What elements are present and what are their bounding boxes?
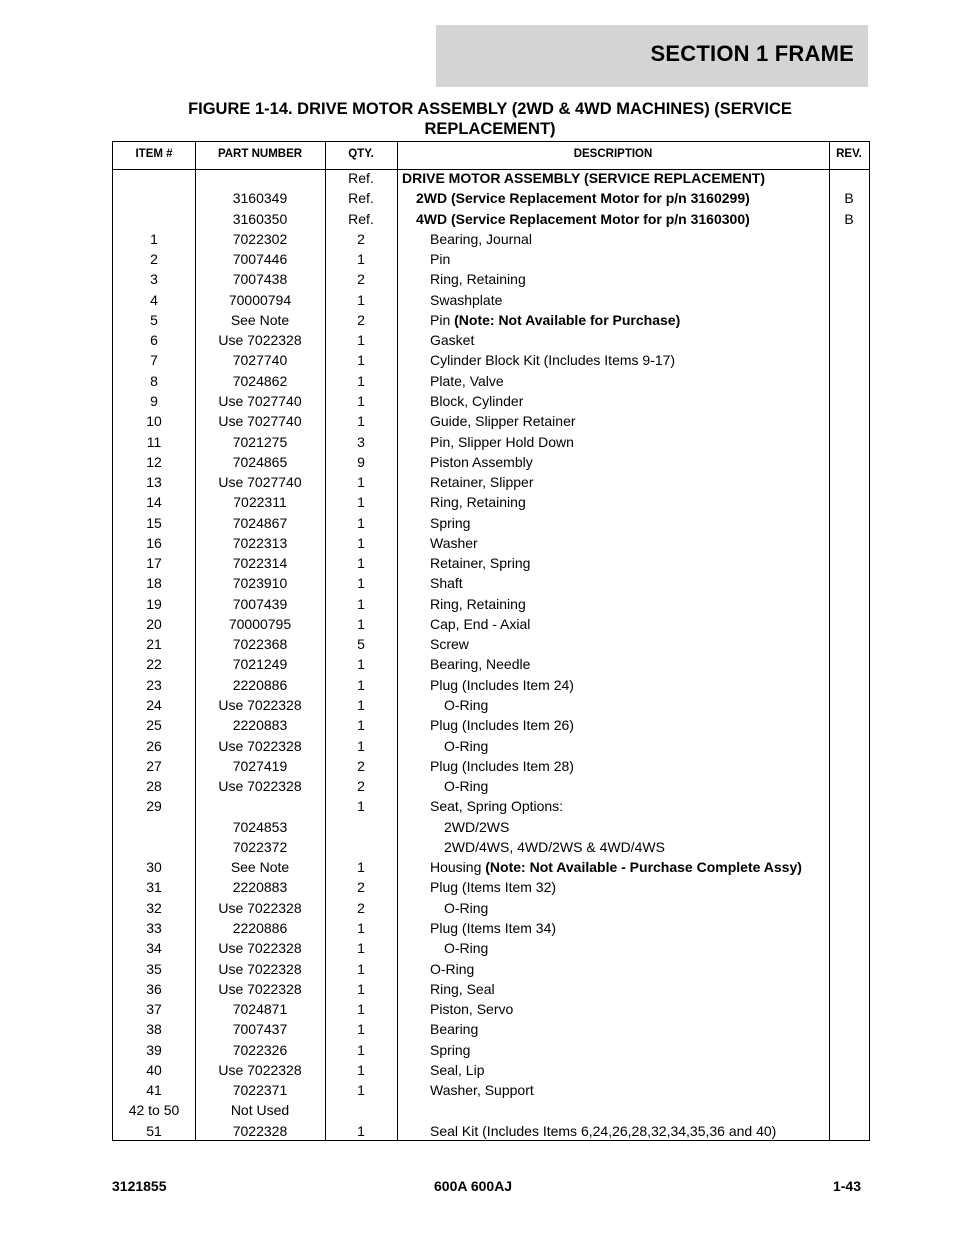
description-text: Retainer, Slipper [430,474,534,491]
item-number: 21 [146,636,162,653]
table-row [113,1019,869,1039]
part-number: Use 7022328 [218,960,302,977]
part-number: Use 7022328 [218,980,302,997]
description [402,695,874,715]
quantity: 1 [357,1061,365,1078]
table-row [113,837,869,857]
description-text: Pin [430,251,451,268]
description-text: Cylinder Block Kit (Includes Items 9-17) [430,352,676,369]
description [402,513,860,533]
quantity: 9 [357,453,365,470]
header-qty: QTY. [348,148,374,160]
description [402,371,860,391]
part-number: 7021249 [232,656,288,673]
quantity: 1 [357,392,365,409]
description [402,979,860,999]
item-number: 5 [150,311,158,328]
description-text: Ring, Retaining [430,494,526,511]
quantity: 1 [357,697,365,714]
item-number: 37 [146,1001,162,1018]
item-number: 28 [146,778,162,795]
part-number: 70000795 [228,615,292,632]
quantity: 1 [357,332,365,349]
quantity: 1 [357,940,365,957]
description-text: O-Ring [444,737,489,754]
part-number: 3160350 [232,210,288,227]
part-number: 7024862 [232,372,288,389]
footer-model: 600A 600AJ [434,1178,513,1194]
description [402,736,874,756]
table-row [113,938,869,958]
part-number: 7022371 [232,1082,288,1099]
description-text: Seal Kit (Includes Items 6,24,26,28,32,34,35,36 and 40) [430,1122,777,1139]
part-number: Use 7022328 [218,778,302,795]
part-number: 3160349 [232,190,288,207]
description-text: Bearing [430,1021,479,1038]
description [402,290,860,310]
item-number: 18 [146,575,162,592]
description-text: 2WD/2WS [444,818,510,835]
item-number: 2 [150,251,158,268]
part-number: 7021275 [232,433,288,450]
table-row [113,1040,869,1060]
item-number: 12 [146,453,162,470]
figure-title-line-2: REPLACEMENT) [424,120,556,138]
description [402,168,832,188]
quantity: 1 [357,413,365,430]
table-row [113,877,869,897]
description [402,817,874,837]
table-row [113,188,869,208]
quantity: 1 [357,575,365,592]
item-number: 26 [146,737,162,754]
footer-page-number: 1-43 [832,1178,861,1194]
part-number: 7024853 [232,818,288,835]
table-row [113,776,869,796]
description [402,1019,860,1039]
description-text: 2WD (Service Replacement Motor for p/n 3160299) [416,190,750,207]
table-row [113,1121,869,1141]
quantity: 1 [357,1041,365,1058]
part-number: 7022302 [232,230,288,247]
description [402,350,860,370]
quantity: 1 [357,859,365,876]
part-number: 7022372 [232,838,288,855]
item-number: 41 [146,1082,162,1099]
part-number: Not Used [230,1102,290,1119]
table-row [113,310,869,330]
description-text: Washer [430,534,478,551]
table-row [113,513,869,533]
description [402,452,860,472]
description [402,432,860,452]
item-number: 23 [146,676,162,693]
quantity: 1 [357,737,365,754]
table-row [113,898,869,918]
table-row [113,594,869,614]
table-row [113,796,869,816]
description [402,209,846,229]
description-text: Piston Assembly [430,453,533,470]
description-text: Bearing, Journal [430,230,532,247]
part-number: 70000794 [228,291,292,308]
description [402,877,860,897]
description-text: O-Ring [444,778,489,795]
item-number: 7 [150,352,158,369]
quantity: 2 [357,778,365,795]
header-description: DESCRIPTION [573,148,653,160]
table-row [113,269,869,289]
description [402,411,860,431]
description [402,756,860,776]
part-number: 7022313 [232,534,288,551]
description [402,310,860,330]
item-number: 10 [146,413,162,430]
description-text: Plug (Includes Item 28) [430,757,574,774]
quantity: 1 [357,798,365,815]
description [402,391,860,411]
part-number: Use 7022328 [218,899,302,916]
description-text: Guide, Slipper Retainer [430,413,576,430]
description-text: 4WD (Service Replacement Motor for p/n 3160300) [416,210,750,227]
section-header [436,25,868,87]
table-row [113,432,869,452]
table-row [113,736,869,756]
description [402,918,860,938]
quantity: 1 [357,919,365,936]
quantity: 1 [357,494,365,511]
part-number: 7022326 [232,1041,288,1058]
header-part-number: PART NUMBER [217,148,303,160]
quantity: 1 [357,1082,365,1099]
table-row [113,371,869,391]
item-number: 19 [146,595,162,612]
part-number: 2220886 [232,919,288,936]
description-text: Block, Cylinder [430,392,524,409]
item-number: 40 [146,1061,162,1078]
part-number: Use 7027740 [218,392,302,409]
item-number: 38 [146,1021,162,1038]
description-text: Spring [430,514,471,531]
description [402,654,860,674]
quantity: 1 [357,251,365,268]
part-number: Use 7027740 [218,413,302,430]
description-note: (Note: Not Available for Purchase) [454,311,681,328]
table-row [113,979,869,999]
description-text: O-Ring [444,899,489,916]
description-text: Retainer, Spring [430,555,531,572]
table-row [113,1100,869,1120]
description-text: Spring [430,1041,471,1058]
description-text: DRIVE MOTOR ASSEMBLY (SERVICE REPLACEMENT) [402,170,766,186]
table-row [113,1060,869,1080]
item-number: 4 [150,291,158,308]
item-number: 27 [146,757,162,774]
description [402,675,860,695]
table-row [113,330,869,350]
item-number: 32 [146,899,162,916]
description [402,229,860,249]
item-number: 6 [150,332,158,349]
description-text: Ring, Retaining [430,271,526,288]
description-text: Washer, Support [430,1082,534,1099]
description-text: Seat, Spring Options: [430,798,564,815]
table-row [113,168,869,188]
description-text: Ring, Retaining [430,595,526,612]
table-row [113,857,869,877]
quantity: 1 [357,1122,365,1139]
quantity: 5 [357,636,365,653]
part-number: 7007437 [232,1021,288,1038]
part-number: 7007446 [232,251,288,268]
item-number: 24 [146,697,162,714]
table-row [113,492,869,512]
quantity: 1 [357,676,365,693]
description-text: Piston, Servo [430,1001,514,1018]
table-row [113,209,869,229]
table-row [113,918,869,938]
description [402,999,860,1019]
description [402,837,874,857]
quantity: 1 [357,372,365,389]
item-number: 16 [146,534,162,551]
table-row [113,959,869,979]
description-text: Shaft [430,575,463,592]
description [402,553,860,573]
description [402,269,860,289]
item-number: 35 [146,960,162,977]
quantity: 2 [357,311,365,328]
part-number: 7027419 [232,757,288,774]
description-text: Housing [430,859,486,876]
description [402,533,860,553]
item-number: 51 [146,1122,162,1139]
item-number: 9 [150,392,158,409]
footer-doc-number: 3121855 [112,1178,167,1194]
item-number: 15 [146,514,162,531]
description [402,776,874,796]
description-text: Seal, Lip [430,1061,485,1078]
description [402,634,860,654]
item-number: 20 [146,615,162,632]
part-number: 7022314 [232,555,288,572]
quantity: 1 [357,656,365,673]
part-number: Use 7027740 [218,474,302,491]
quantity: 2 [357,899,365,916]
description-text: Plug (Items Item 34) [430,919,557,936]
description [402,1040,860,1060]
part-number: See Note [230,311,290,328]
item-number: 36 [146,980,162,997]
part-number: Use 7022328 [218,1061,302,1078]
quantity: 1 [357,291,365,308]
description [402,330,860,350]
description-text: O-Ring [444,940,489,957]
table-row [113,1080,869,1100]
quantity: 2 [357,230,365,247]
table-row [113,715,869,735]
description-text: Bearing, Needle [430,656,531,673]
revision: B [844,210,854,227]
description [402,594,860,614]
quantity: Ref. [348,210,374,227]
description-text: Cap, End - Axial [430,615,531,632]
item-number: 25 [146,717,162,734]
part-number: 2220886 [232,676,288,693]
quantity: 1 [357,474,365,491]
part-number: Use 7022328 [218,332,302,349]
description [402,614,860,634]
quantity: 2 [357,879,365,896]
description-note: (Note: Not Available - Purchase Complete Assy) [485,859,802,876]
quantity: 1 [357,717,365,734]
table-row [113,654,869,674]
quantity: 1 [357,595,365,612]
revision: B [844,190,854,207]
quantity: 3 [357,433,365,450]
table-row [113,391,869,411]
part-number: 7007439 [232,595,288,612]
description [402,492,860,512]
header-item: ITEM # [135,148,173,160]
item-number: 13 [146,474,162,491]
description-text: Pin, Slipper Hold Down [430,433,574,450]
table-row [113,249,869,269]
table-row [113,290,869,310]
description [402,249,860,269]
quantity: 1 [357,980,365,997]
quantity: 1 [357,1021,365,1038]
item-number: 29 [146,798,162,815]
description [402,796,860,816]
table-row [113,411,869,431]
table-row [113,350,869,370]
quantity: Ref. [348,190,374,207]
description [402,1121,860,1141]
description [402,1080,860,1100]
figure-title [150,99,830,139]
description [402,715,860,735]
description [402,1060,860,1080]
quantity: 1 [357,1001,365,1018]
item-number: 34 [146,940,162,957]
item-number: 22 [146,656,162,673]
quantity: 2 [357,271,365,288]
part-number: 7024865 [232,453,288,470]
item-number: 1 [150,230,158,247]
description [402,938,874,958]
description-text: Screw [430,636,469,653]
part-number: Use 7022328 [218,697,302,714]
part-number: 7022328 [232,1122,288,1139]
description-text: Plug (Includes Item 26) [430,717,574,734]
quantity: 1 [357,555,365,572]
description [402,573,860,593]
part-number: 7022368 [232,636,288,653]
description [402,857,860,877]
table-row [113,756,869,776]
description-text: Pin [430,311,455,328]
table-row [113,472,869,492]
item-number: 14 [146,494,162,511]
part-number: See Note [230,859,290,876]
parts-table [112,141,870,1141]
part-number: 7022311 [233,494,287,511]
description [402,472,860,492]
table-row [113,229,869,249]
part-number: 2220883 [232,717,288,734]
table-row [113,634,869,654]
table-row [113,573,869,593]
description [402,959,860,979]
quantity: 1 [357,615,365,632]
item-number: 11 [146,433,162,450]
table-row [113,695,869,715]
description-text: O-Ring [444,697,489,714]
part-number: 7024867 [232,514,288,531]
description-text: Swashplate [430,291,503,308]
description [402,188,846,208]
item-number: 31 [146,879,162,896]
table-row [113,452,869,472]
quantity: 1 [357,514,365,531]
header-rev: REV. [836,148,862,160]
table-row [113,817,869,837]
quantity: 1 [357,534,365,551]
part-number: 7007438 [232,271,288,288]
description-text: Gasket [430,332,475,349]
quantity: 2 [357,757,365,774]
part-number: 7024871 [232,1001,288,1018]
table-row [113,675,869,695]
quantity: 1 [357,960,365,977]
item-number: 8 [150,372,158,389]
part-number: 7027740 [232,352,288,369]
item-number: 42 to 50 [128,1102,180,1119]
table-row [113,533,869,553]
section-title: SECTION 1 FRAME [650,41,854,66]
description-text: O-Ring [430,960,475,977]
part-number: 2220883 [232,879,288,896]
description-text: Plug (Items Item 32) [430,879,557,896]
description-text: Ring, Seal [430,980,495,997]
table-row [113,553,869,573]
item-number: 33 [146,919,162,936]
table-row [113,614,869,634]
figure-title-line-1: FIGURE 1-14. DRIVE MOTOR ASSEMBLY (2WD & 4WD MACHINES) (SERVICE [188,100,792,118]
description-text: 2WD/4WS, 4WD/2WS & 4WD/4WS [444,838,665,855]
item-number: 3 [150,271,158,288]
item-number: 39 [146,1041,162,1058]
item-number: 30 [146,859,162,876]
quantity: 1 [357,352,365,369]
description [402,898,874,918]
description-text: Plug (Includes Item 24) [430,676,574,693]
part-number: Use 7022328 [218,940,302,957]
part-number: 7023910 [232,575,288,592]
description-text: Plate, Valve [430,372,504,389]
part-number: Use 7022328 [218,737,302,754]
quantity: Ref. [348,170,374,186]
item-number: 17 [146,555,162,572]
table-row [113,999,869,1019]
